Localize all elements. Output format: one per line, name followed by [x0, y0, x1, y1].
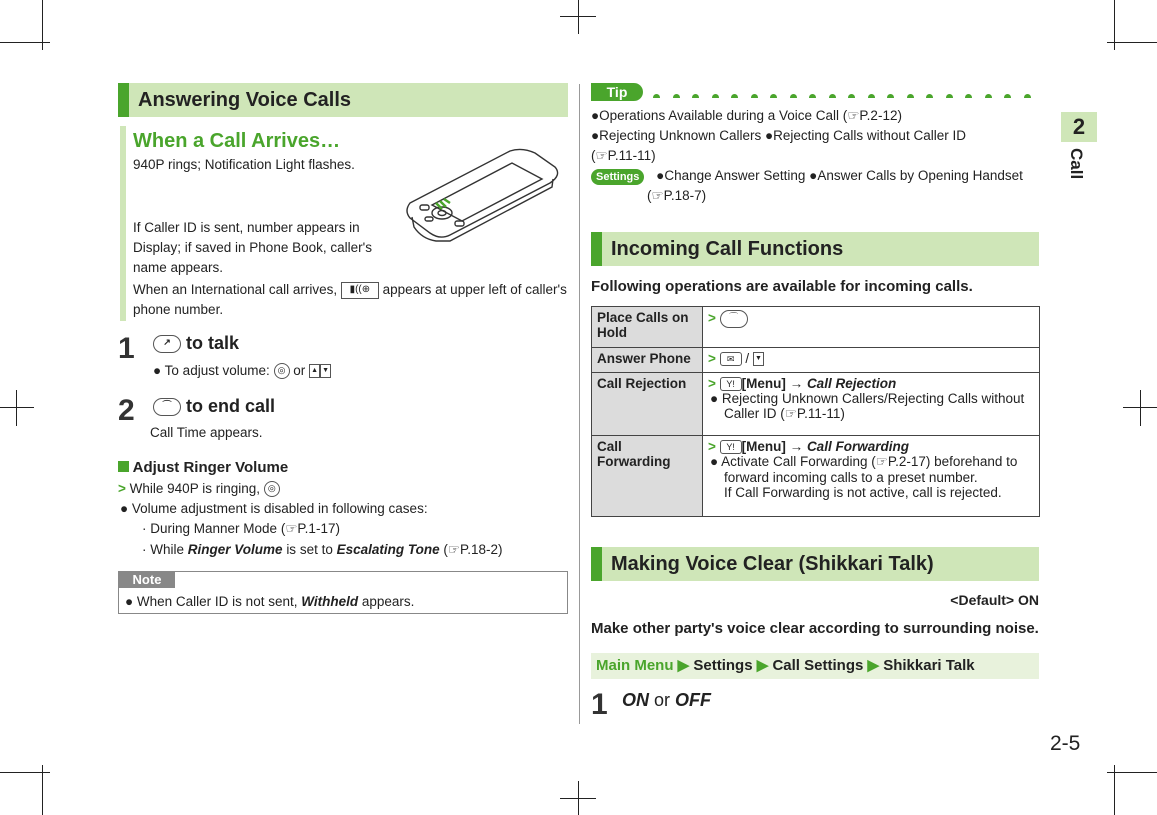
step-bullet: ● To adjust volume: ◎ or ▲ ▼: [153, 361, 331, 381]
step-number: 1: [118, 332, 135, 365]
tip-text: P.2-12): [859, 108, 902, 123]
tip-text: (: [591, 148, 596, 163]
step-note: Call Time appears.: [150, 425, 263, 440]
side-down-key-icon: ▼: [320, 364, 331, 378]
tip-text: (: [647, 188, 652, 203]
bullet-text: To adjust volume:: [164, 363, 270, 378]
reference-icon: ☞: [651, 188, 664, 203]
intro-line: 940P rings; Notification Light flashes.: [133, 157, 355, 172]
separator-text: /: [745, 351, 750, 366]
subheading: When a Call Arrives…: [133, 130, 341, 152]
yahoo-key-icon: Y!: [720, 440, 742, 454]
step-number: 2: [118, 394, 135, 427]
note-box: [118, 571, 568, 614]
adjust-line: [118, 479, 280, 499]
item-text: During Manner Mode (: [150, 521, 286, 536]
arrow-icon: >: [708, 310, 716, 326]
end-key-icon: ⌒: [720, 310, 748, 328]
intro-text: phone number.: [133, 302, 224, 317]
bullet-text: or: [293, 363, 306, 378]
section-heading-answering: Answering Voice Calls: [118, 83, 568, 117]
arrow-icon: >: [118, 481, 126, 496]
incoming-functions-table: [591, 306, 1040, 517]
adjust-title-text: Adjust Ringer Volume: [132, 459, 289, 476]
side-down-key-icon: ▼: [753, 352, 764, 366]
option-off: OFF: [675, 690, 712, 710]
path-arrow-icon: ▶: [677, 657, 690, 674]
item-text: Escalating Tone: [336, 542, 440, 557]
bullet-text: If Call Forwarding is not active, call is rejected.: [724, 485, 1002, 501]
column-divider: [579, 84, 580, 724]
option-on: ON: [622, 690, 649, 710]
table-row: [592, 307, 1040, 348]
item-text: P.18-2): [460, 542, 503, 557]
tip-text: P.11-11): [607, 148, 656, 163]
clear-lead: Make other party's voice clear according to surrounding noise.: [591, 620, 1039, 637]
option-or: or: [654, 690, 671, 710]
adjust-title: [118, 459, 288, 476]
item-text: (: [443, 542, 448, 557]
tip-text: P.18-7): [663, 188, 707, 203]
note-text-part: Withheld: [301, 594, 359, 609]
phone-illustration: [400, 143, 565, 248]
call-key-icon: ↗: [153, 335, 181, 353]
note-label: Note: [119, 572, 175, 588]
square-bullet-icon: [118, 461, 129, 472]
bullet-text: Activate Call Forwarding (: [721, 454, 876, 470]
adjust-bullet: ● Volume adjustment is disabled in following cases:: [120, 501, 428, 516]
yahoo-key-icon: Y!: [720, 377, 742, 391]
subsection-bar: [120, 126, 126, 321]
adjust-item: · While Ringer Volume is set to Escalating Tone (☞P.18-2): [142, 542, 503, 557]
adjust-text: While 940P is ringing,: [129, 481, 260, 496]
bullet-text: Volume adjustment is disabled in following cases:: [131, 501, 428, 516]
row-value: [703, 348, 1040, 373]
chapter-number: 2: [1072, 114, 1086, 139]
menu-path: [591, 653, 1039, 679]
chapter-tab: [1061, 112, 1097, 142]
arrow-icon: >: [708, 351, 716, 366]
section-heading-clear: Making Voice Clear (Shikkari Talk): [591, 547, 1039, 581]
intro-line: [133, 280, 573, 320]
tip-text: ●Change Answer Setting ●Answer Calls by Opening Handset: [656, 168, 1023, 183]
tip-label: Tip: [591, 83, 643, 101]
intro-text: Display; if saved in Phone Book, caller's: [133, 240, 372, 255]
adjust-item: · During Manner Mode (☞P.1-17): [142, 521, 340, 536]
intro-text: name appears.: [133, 260, 224, 275]
tip-dots: [653, 88, 1048, 98]
page-number: 2-5: [1050, 732, 1081, 755]
crop-mark: [16, 390, 17, 426]
note-text: ● When Caller ID is not sent, Withheld appears.: [125, 594, 415, 609]
menu-path-item: Call Settings: [772, 657, 864, 674]
arrow-text: →: [789, 376, 804, 391]
step-label: to end call: [186, 396, 276, 416]
crop-mark: [560, 16, 596, 17]
menu-text: [Menu]: [741, 376, 786, 391]
menu-path-main: Main Menu: [596, 657, 674, 674]
item-text: Ringer Volume: [187, 542, 283, 557]
row-label: Place Calls on Hold: [592, 307, 703, 348]
crop-mark: [42, 765, 43, 815]
intro-line: [133, 218, 372, 278]
reference-icon: ☞: [875, 454, 888, 470]
tip-body: [591, 106, 1041, 206]
bullet-text: Caller ID (: [724, 406, 785, 422]
menu-path-item: Shikkari Talk: [883, 657, 975, 674]
multi-selector-icon: ◎: [274, 363, 290, 379]
bullet-text: P.11-11): [796, 406, 845, 422]
path-arrow-icon: ▶: [756, 657, 769, 674]
mail-key-icon: ✉: [720, 352, 742, 366]
intro-text: If Caller ID is sent, number appears in: [133, 220, 360, 235]
step-number: 1: [591, 688, 608, 721]
intro-text: appears at upper left of caller's: [382, 282, 567, 297]
row-label: Call Forwarding: [592, 436, 703, 517]
row-value: > Y! [Menu] → Call Forwarding ● Activate Call Forwarding (☞P.2-17) beforehand to forward incoming calls to a preset number. If Call Forwarding is not active, call is rejected.: [703, 436, 1040, 517]
reference-icon: ☞: [595, 148, 608, 163]
crop-mark: [42, 0, 43, 50]
crop-mark: [0, 407, 34, 408]
step-label: to talk: [186, 333, 240, 353]
incoming-lead: Following operations are available for incoming calls.: [591, 278, 973, 295]
menu-text: [Menu]: [741, 439, 786, 454]
row-value: > Y! [Menu] → Call Rejection ● Rejecting Unknown Callers/Rejecting Calls without Caller ID (☞P.11-11): [703, 373, 1040, 436]
row-value: [703, 307, 1040, 348]
menu-item-text: Call Rejection: [806, 376, 897, 391]
arrow-icon: >: [708, 376, 716, 391]
crop-mark: [1114, 0, 1115, 50]
table-row: [592, 373, 1040, 436]
crop-mark: [578, 0, 579, 34]
row-label: Call Rejection: [592, 373, 703, 436]
menu-path-item: Settings: [693, 657, 753, 674]
tip-text: ●Rejecting Unknown Callers ●Rejecting Calls without Caller ID: [591, 128, 966, 143]
tip-text: ●Operations Available during a Voice Call (: [591, 108, 848, 123]
bullet-text: P.2-17) beforehand to: [887, 454, 1018, 470]
path-arrow-icon: ▶: [867, 657, 880, 674]
crop-mark: [1140, 390, 1141, 426]
settings-badge: Settings: [591, 169, 644, 185]
item-text: is set to: [286, 542, 333, 557]
step-1-title: [153, 333, 239, 354]
table-row: [592, 436, 1040, 517]
arrow-text: →: [789, 439, 804, 454]
chapter-label: Call: [1067, 148, 1086, 180]
step-2-title: [153, 396, 275, 417]
multi-selector-icon: ◎: [264, 481, 280, 497]
bullet-text: forward incoming calls to a preset number.: [724, 470, 978, 486]
menu-item-text: Call Forwarding: [806, 439, 909, 454]
international-call-icon: ▮((⊕: [341, 282, 379, 299]
end-key-icon: ⌒: [153, 398, 181, 416]
row-label: Answer Phone: [592, 348, 703, 373]
clear-step: [622, 690, 711, 711]
section-heading-incoming: Incoming Call Functions: [591, 232, 1039, 266]
default-setting: <Default> ON: [950, 592, 1039, 608]
reference-icon: ☞: [784, 406, 797, 422]
bullet-text: Rejecting Unknown Callers/Rejecting Calls without: [721, 391, 1025, 407]
reference-icon: ☞: [847, 108, 860, 123]
reference-icon: ☞: [285, 521, 298, 536]
arrow-icon: >: [708, 439, 716, 454]
reference-icon: ☞: [447, 542, 461, 557]
item-text: P.1-17): [297, 521, 340, 536]
crop-mark: [1114, 765, 1115, 815]
table-row: [592, 348, 1040, 373]
item-text: While: [150, 542, 185, 557]
crop-mark: [560, 798, 596, 799]
note-text-part: appears.: [361, 594, 415, 609]
note-text-part: When Caller ID is not sent,: [136, 594, 298, 609]
side-up-key-icon: ▲: [309, 364, 320, 378]
intro-text: When an International call arrives,: [133, 282, 338, 297]
